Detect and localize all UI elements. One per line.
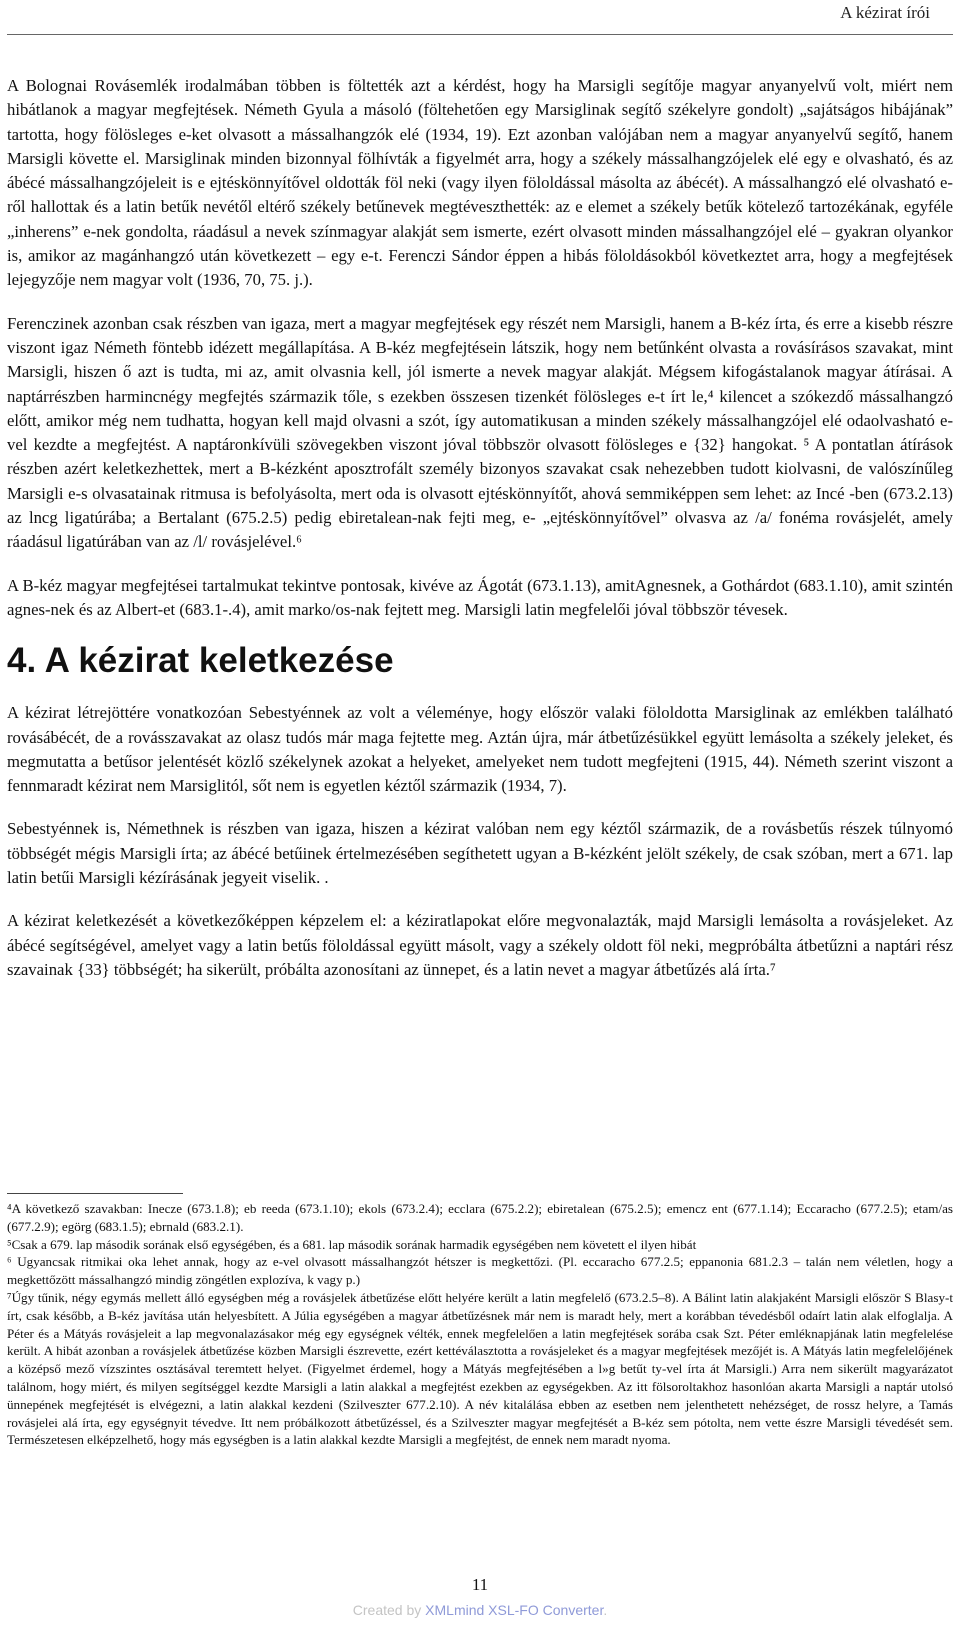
main-content: [7, 74, 953, 1001]
section-heading: 4. A kézirat keletkezése: [7, 641, 394, 681]
footnote-4: ⁴A következő szavakban: Inecze (673.1.8); eb reeda (673.1.10); ekols (673.2.4); ecclara (675.2.2); ebiretalean (675.2.5); emencz ent (677.1.14); Eccaracho (677.2.5); etam/as (677.2.9); egörg (683.1.5); ebrnald (683.2.1).: [7, 1201, 953, 1234]
footnote-7: ⁷Úgy tűnik, négy egymás mellett álló egységben még a rovásjelek átbetűzése előtt helyére került a latin megfelelő (673.2.5–8). A Bálint latin alakjaként Marsigli először S Blasy-t írt, csak később, a B-kéz javítása után helyesbített. A Júlia egységében a magyar átbetűzésnek már nem is maradt hely, mert a korábban tévedésből odaírt latin alak elfoglalja. A Péter és a Mátyás rovásjeleit a lap megvonalazásakor még egy egységnek vélték, ennek megfelelően a latin megfejtések sorába csak Szt. Péter emléknapjának latin megfelelése került. A hibát azonban a rovásjelek átbetűzése közben Marsigli észrevette, ezért kettéválasztotta a rovásjeleket és a magyar megfejtések mezőjét is. A Mátyás latin megfelelőjének a középső mező vízszintes osztásával teremtett helyet. (Figyelmet érdemel, hogy a Mátyás megfejtésében a l»g betűt ty-vel írta át Marsigli.) Arra nem sikerült magyarázatot találnom, hogy miért, és milyen segítséggel kezdte Marsigli a latin alakkal a megfejtést ezekben az egységekben. Az itt fölsoroltakhoz hasonlóan akarta Marsigli a naptár utolsó ünnepének megfejtését is elvégezni, a latin alakkal kezdeni (Szilveszter 677.2.10). A név kitalálása ebben az esetben nem jelenthetett nehézséget, de rossz helyre, a Tamás rovásjelei alá írta, egy egységnyit tévedve. Itt nem próbálkozott átbetűzéssel, és a Szilveszter magyar megfejtését a B-kéz sem pótolta, nem vette észre Marsigli tévedését sem. Természetesen elképzelhető, hogy más egységben is a latin alakkal kezdte Marsigli a megfejtést, de ennek nem maradt nyoma.: [7, 1289, 953, 1448]
created-by-footer: [0, 1602, 960, 1618]
body-paragraph-2: Ferenczinek azonban csak részben van igaza, mert a magyar megfejtések egy részét nem Marsigli, hanem a B-kéz írta, és erre a kisebb részre viszont igaz Németh föntebb idézett megállapítása. A B-kéz megfejtésein látszik, hogy nem betűnként olvasta a rovásírásos szavakat, mint Marsigli, hiszen ő azt is tudta, mi az, amit olvasnia kell, jól ismerte a nevek magyar alakját. Mégsem kifogástalanok magyar átírásai. A naptárrészben harmincnégy megfejtés származik tőle, s ezekben összesen tizenkét fölösleges e-t írt le,⁴ kilencet a szókezdő mássalhangzó előtt, amikor még nem tudhatta, hogyan kell majd olvasni a szót, így automatikusan a minden székely mássalhangzójel elé odaolvasható e-vel kezdte a megfejtést. A naptáronkívüli szövegekben viszont jóval többször olvasott fölösleges e {32} hangokat. ⁵ A pontatlan átírások részben azért keletkezhettek, mert a B-kézként aposztrofált személy bizonyos szavakat csak nehezebben tudott kiolvasni, de valószínűleg Marsigli e-s olvasatainak ritmusa is befolyásolta, mert oda is olvasott ejtéskönnyítőt, ahová semmiképpen sem lehet: az Incé -ben (673.2.13) az lncg ligatúrába; a Bertalant (675.2.5) pedig ebiretalean-nak fejti meg, e- „ejtéskönnyítővel” olvasva az /a/ fonéma rovásjelét, amely ráadásul ligatúrában van az /l/ rovásjelével.⁶: [7, 313, 953, 552]
created-by-prefix: Created by: [352, 1602, 426, 1618]
body-paragraph-3: A B-kéz magyar megfejtései tartalmukat tekintve pontosak, kivéve az Ágotát (673.1.13), amitAgnesnek, a Gothárdot (683.1.10), amit szintén agnes-nek és az Albert-et (683.1-.4), amit marko/os-nak fejtett meg. Marsigli latin megfelelői jóval többször tévesek.: [7, 575, 953, 619]
converter-link[interactable]: XMLmind XSL-FO Converter: [425, 1602, 604, 1618]
footnote-divider: [7, 1193, 183, 1194]
footnotes: [7, 1200, 953, 1449]
body-paragraph-1: A Bolognai Rovásemlék irodalmában többen is föltették azt a kérdést, hogy ha Marsigli segítője magyar anyanyelvű volt, miért nem hibátlanok a magyar megfejtések. Németh Gyula a másoló (föltehetően egy Marsiglinak segítő székelyre gondolt) „sajátságos hibájának” tartotta, hogy fölösleges e-ket olvasott a mássalhangzók elé (1934, 19). Ezt azonban valójában nem a magyar anyanyelvű segítő, hanem Marsigli követte el. Marsiglinak minden bizonnyal fölhívták a figyelmét arra, hogy a székely mássalhangzójelek elé egy e olvasható, és az ábécé mássalhangzójeleit is e ejtéskönnyítővel oldották föl neki (vagy ilyen föloldással másolta az ábécét). A mássalhangzó elé olvasható e-ről hallottak és a latin betűk nevétől eltérő székely betűnevek megtéveszthették: az e elemet a székely betűk kötelező tartozékának, egyféle „inherens” e-nek gondolta, ráadásul a nevek színmagyar alakját sem ismerte, ezért olvasott minden mássalhangzójel elé – gyakran olyankor is, amikor az magánhangzó után következett – egy e-t. Ferenczi Sándor éppen a hibás föloldásokból következtet arra, hogy a megfejtések lejegyzője nem magyar volt (1936, 70, 75. j.).: [7, 76, 953, 290]
section-paragraph-3: A kézirat keletkezését a következőképpen képzelem el: a kéziratlapokat előre megvonalazták, majd Marsigli lemásolta a rovásjeleket. Az ábécé segítségével, amelyet vagy a latin betűs föloldással együtt másolt, vagy a székely oldott föl neki, megpróbálta átbetűzni a naptári rész szavainak {33} többségét; ha sikerült, próbálta azonosítani az ünnepet, és a latin nevet a magyar átbetűzés alá írta.⁷: [7, 911, 953, 979]
footnote-5: ⁵Csak a 679. lap második sorának első egységében, és a 681. lap második sorának harmadik egységében nem követett el ilyen hibát: [7, 1236, 697, 1252]
section-paragraph-2: Sebestyénnek is, Némethnek is részben van igaza, hiszen a kézirat valóban nem egy kéztől származik, de a rovásbetűs részek túlnyomó többségét mégis Marsigli írta; az ábécé betűinek értelmezésében segíthetett ugyan a B-kézként jelölt székely, de csak szóban, mert a 671. lap latin betűi Marsigli kézírásának jegyeit viselik. .: [7, 819, 953, 888]
page-number: 11: [471, 1575, 489, 1594]
section-paragraph-1: A kézirat létrejöttére vonatkozóan Sebestyénnek az volt a véleménye, hogy először valaki föloldotta Marsiglinak az emlékben található rovásábécét, de a rovásszavakat az olasz tudós már maga fejtette meg. Aztán újra, már átbetűzésükkel együtt lemásolta a székely jeleket, és megmutatta a betűsor jelentését közlő székelynek azokat a helyeket, amelyeket nem tudott megfejteni (1915, 44). Németh szerint viszont a fennmaradt kézirat nem Marsiglitól, sőt nem is egyetlen kéztől származik (1934, 7).: [7, 703, 953, 796]
created-by-suffix: .: [603, 1602, 608, 1618]
header-divider: [7, 34, 953, 35]
running-header-title: A kézirat írói: [840, 3, 930, 22]
footnote-6: ⁶ Ugyancsak ritmikai oka lehet annak, hogy az e-vel olvasott mássalhangzót hétszer is megkettőzi. (Pl. eccaracho 677.2.5; eppanonia 681.2.3 – talán nem véletlen, hogy a megkettőzött mássalhangzó mindig zöngétlen explozíva, k vagy p.): [7, 1254, 953, 1288]
